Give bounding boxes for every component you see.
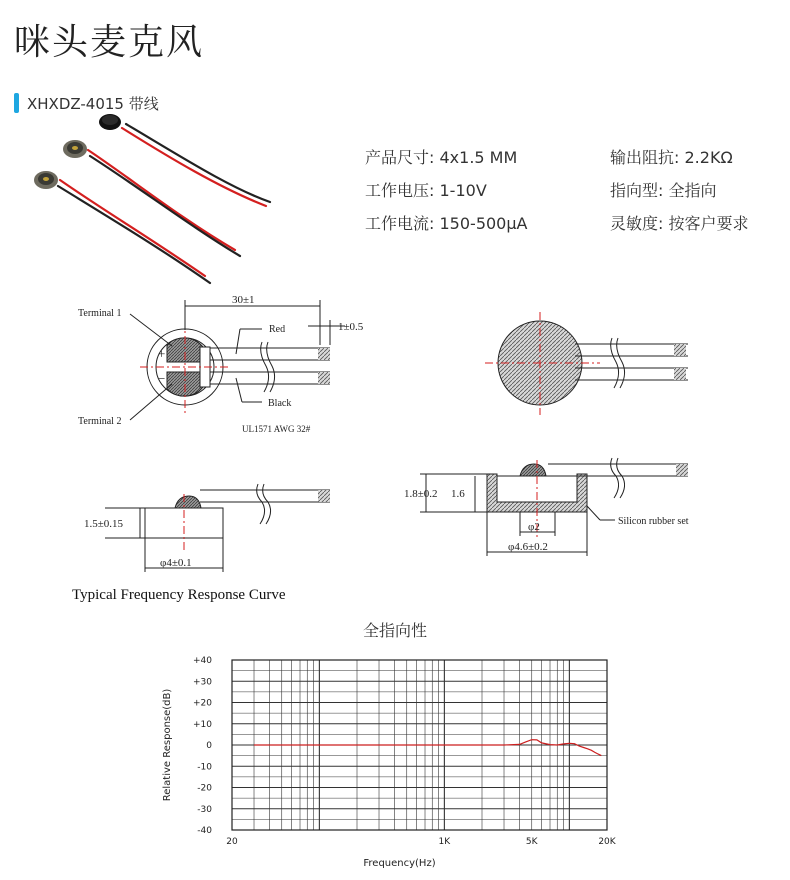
spec-voltage-value: 1-10V: [439, 181, 487, 200]
y-tick-label: -30: [197, 804, 212, 815]
spec-directivity: [610, 178, 717, 201]
x-tick-label: 5K: [525, 837, 538, 847]
side-view-drawing: [105, 484, 330, 572]
spec-impedance-label: 输出阻抗:: [610, 148, 680, 167]
housing-height-dimension: 1.8±0.2: [404, 488, 438, 500]
terminal2-label: Terminal 2: [78, 416, 122, 427]
strip-dimension: 1±0.5: [338, 321, 364, 333]
terminal1-label: Terminal 1: [78, 308, 122, 319]
silicon-label: Silicon rubber set: [618, 516, 689, 527]
spec-voltage-label: 工作电压:: [365, 181, 435, 200]
spec-sensitivity-label: 灵敏度:: [610, 214, 664, 233]
spec-size-value: 4x1.5 MM: [439, 148, 518, 167]
y-tick-label: -10: [197, 762, 212, 773]
model-name: XHXDZ-4015 带线: [27, 94, 159, 113]
spec-impedance: [610, 145, 733, 168]
spec-size-label: 产品尺寸:: [365, 148, 435, 167]
y-tick-label: -20: [197, 783, 212, 794]
curve-subtitle: 全指向性: [362, 621, 427, 640]
spec-sensitivity: [610, 211, 749, 234]
x-ticks: [226, 837, 616, 847]
product-photo: [30, 108, 280, 288]
spec-impedance-value: 2.2KΩ: [684, 148, 733, 167]
spec-current-label: 工作电流:: [365, 214, 435, 233]
housing-diameter-dimension: φ4.6±0.2: [508, 541, 548, 553]
height-dimension: 1.5±0.15: [84, 518, 124, 530]
curve-caption: Typical Frequency Response Curve: [72, 587, 286, 603]
hole-dimension: φ2: [528, 521, 540, 533]
response-curve: [254, 740, 601, 756]
spec-directivity-label: 指向型:: [610, 181, 664, 200]
technical-drawings: [0, 290, 790, 590]
accent-bar: [14, 93, 19, 113]
cable-spec-label: UL1571 AWG 32#: [242, 424, 311, 434]
spec-voltage: [365, 178, 487, 201]
series-layer: [254, 740, 601, 756]
x-tick-label: 1K: [438, 837, 451, 847]
mic-2: [63, 140, 87, 158]
y-tick-label: +40: [193, 656, 212, 666]
y-tick-label: -40: [197, 826, 212, 836]
y-axis-label: Relative Response(dB): [162, 688, 173, 802]
y-tick-label: +20: [193, 698, 212, 709]
y-tick-label: +10: [193, 719, 212, 730]
spec-directivity-value: 全指向: [668, 181, 717, 200]
x-tick-label: 20: [226, 837, 238, 847]
plus-sign: +: [158, 346, 166, 361]
y-tick-label: +30: [193, 677, 212, 688]
red-wire-label: Red: [269, 324, 286, 335]
length-dimension: 30±1: [232, 294, 255, 306]
spec-current-value: 150-500μA: [439, 214, 528, 233]
housing-section-drawing: [420, 458, 688, 556]
x-axis-label: Frequency(Hz): [363, 858, 436, 869]
frequency-response-chart: [150, 650, 650, 875]
mic-3: [34, 171, 58, 189]
black-wire-label: Black: [268, 398, 292, 409]
diameter-dimension: φ4±0.1: [160, 557, 192, 569]
minus-sign: −: [158, 371, 166, 386]
spec-sensitivity-value: 按客户要求: [668, 214, 749, 233]
inner-height-dimension: 1.6: [451, 488, 465, 500]
spec-size: [365, 145, 517, 168]
page-title: 咪头麦克风: [14, 22, 205, 63]
x-tick-label: 20K: [598, 837, 616, 847]
y-ticks: [193, 656, 212, 836]
mic-1: [99, 114, 121, 130]
front-view-drawing: [485, 312, 688, 415]
y-tick-label: 0: [206, 741, 212, 751]
spec-current: [365, 211, 527, 234]
